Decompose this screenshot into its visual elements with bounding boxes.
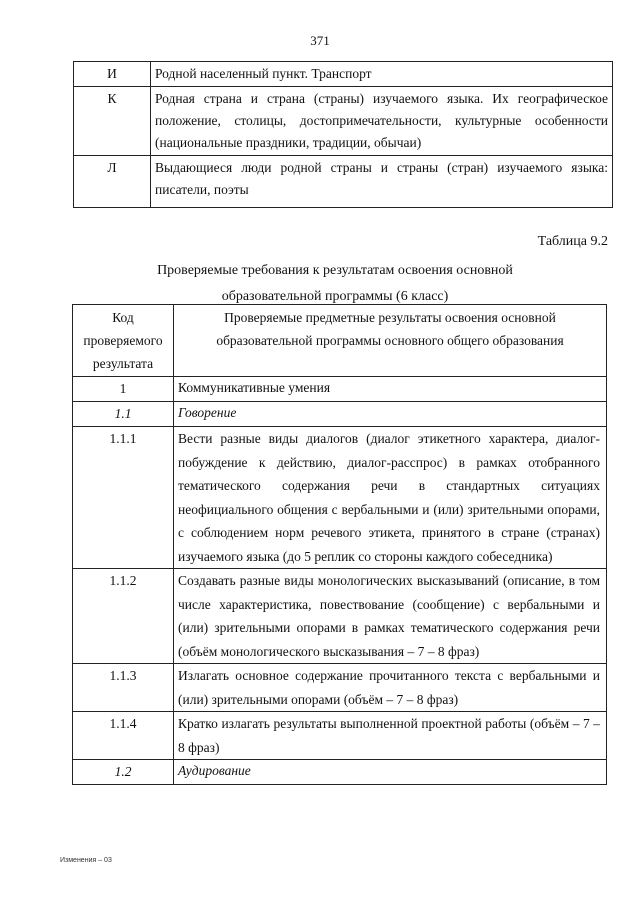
result-text: Коммуникативные умения <box>174 377 607 402</box>
caption-line-1: Проверяемые требования к результатам освоения основной <box>157 263 513 278</box>
table-row <box>74 87 613 156</box>
result-code: 1.1.4 <box>73 712 174 760</box>
table-row <box>73 760 607 785</box>
table-row <box>74 156 613 208</box>
table-row <box>73 569 607 664</box>
topic-code: Л <box>74 156 151 208</box>
footer-note: Изменения – 03 <box>60 857 112 864</box>
topic-text: Родная страна и страна (страны) изучаемого языка. Их географическое положение, столицы, достопримечательности, культурные особенности (национальные праздники, традиции, обычаи) <box>151 87 613 156</box>
table-header-row <box>73 305 607 377</box>
page-number: 371 <box>310 33 330 48</box>
result-text: Говорение <box>174 402 607 427</box>
table-row <box>74 62 613 87</box>
table-caption <box>70 258 600 310</box>
topic-text: Выдающиеся люди родной страны и страны (стран) изучаемого языка: писатели, поэты <box>151 156 613 208</box>
table-label: Таблица 9.2 <box>537 234 608 249</box>
header-results: Проверяемые предметные результаты освоения основной образовательной программы основного общего образования <box>174 305 607 377</box>
result-text: Излагать основное содержание прочитанного текста с вербальными и (или) зрительными опорами (объём – 7 – 8 фраз) <box>174 664 607 712</box>
table-row <box>73 402 607 427</box>
result-code: 1.1.1 <box>73 427 174 569</box>
result-text: Кратко излагать результаты выполненной проектной работы (объём – 7 – 8 фраз) <box>174 712 607 760</box>
result-code: 1.2 <box>73 760 174 785</box>
topic-code: К <box>74 87 151 156</box>
caption-line-2: образовательной программы (6 класс) <box>221 289 449 304</box>
table-row <box>73 712 607 760</box>
result-code: 1.1.2 <box>73 569 174 664</box>
requirements-table <box>72 304 607 785</box>
result-text: Создавать разные виды монологических высказываний (описание, в том числе характеристика, повествование (сообщение) с вербальными и (или) зрительными опорами в рамках тематического содержания речи (объём монологического высказывания – 7 – 8 фраз) <box>174 569 607 664</box>
result-code: 1.1 <box>73 402 174 427</box>
table-row <box>73 664 607 712</box>
result-code: 1 <box>73 377 174 402</box>
result-text: Аудирование <box>174 760 607 785</box>
topics-table <box>73 61 613 208</box>
header-code: Код проверяемого результата <box>73 305 174 377</box>
topic-code: И <box>74 62 151 87</box>
table-row <box>73 427 607 569</box>
result-text: Вести разные виды диалогов (диалог этикетного характера, диалог-побуждение к действию, диалог-расспрос) в рамках отобранного тематического содержания речи в стандартных ситуациях неофициального общения с вербальными и (или) зрительными опорами, с соблюдением норм речевого этикета, принятого в стране (странах) изучаемого языка (до 5 реплик со стороны каждого собеседника) <box>174 427 607 569</box>
result-code: 1.1.3 <box>73 664 174 712</box>
topic-text: Родной населенный пункт. Транспорт <box>151 62 613 87</box>
table-row <box>73 377 607 402</box>
